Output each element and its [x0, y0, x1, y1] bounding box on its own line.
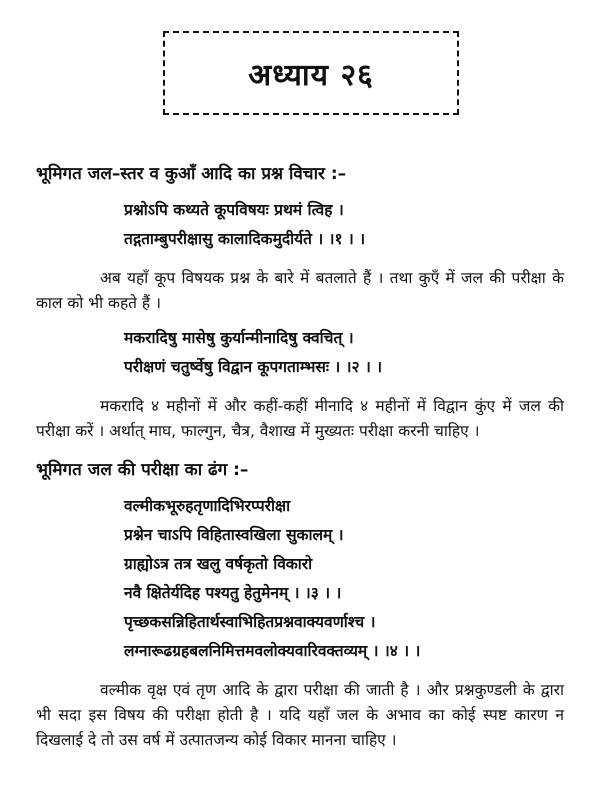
commentary-paragraph: मकरादि ४ महीनों में और कहीं-कहीं मीनादि ४ महीनों में विद्वान कुंए में जल की परीक्षा करें । अर्थात् माघ, फाल्गुन, चैत्र, वैशाख में मुख्यतः परीक्षा करनी चाहिए । [36, 397, 564, 440]
verse-line: नवै क्षितेर्यदिह पश्यतु हेतुमेनम् । ।३ । । [124, 584, 342, 602]
verse-line: प्रश्नेन चाऽपि विहितास्वखिला सुकालम् । [124, 526, 344, 544]
verse-line: मकरादिषु मासेषु कुर्यान्मीनादिषु क्वचित् । [124, 329, 354, 347]
verse-line: पृच्छकसन्निहितार्थस्वाभिहितप्रश्नवाक्यवर्णाश्च । [124, 613, 376, 631]
verse-line: लग्नारूढग्रहबलनिमित्तमवलोक्यवारिवक्तव्यम् । ।४ । । [124, 642, 421, 660]
verse-line: ग्राह्योऽत्र तत्र खलु वर्षकृतो विकारो [124, 555, 313, 573]
verse-line: प्रश्नोऽपि कथ्यते कूपविषयः प्रथमं त्विह । [124, 201, 344, 219]
chapter-title-box [163, 31, 459, 115]
chapter-title: अध्याय २६ [248, 57, 374, 93]
verse-line: परीक्षणं चतुर्ष्वेषु विद्वान कूपगताम्भसः । ।२ । । [124, 358, 383, 376]
verse-line: तद्गताम्बुपरीक्षासु कालादिकमुदीर्यते । ।१ । । [124, 230, 366, 248]
commentary-paragraph: वल्मीक वृक्ष एवं तृण आदि के द्वारा परीक्षा की जाती है । और प्रश्नकुण्डली के द्वारा भी सदा इस विषय की परीक्षा होती है । यदि यहाँ जल के अभाव का कोई स्पष्ट कारण न दिखलाई दे तो उस वर्ष में उत्पातजन्य कोई विकार मानना चाहिए । [36, 681, 564, 749]
verse-line: वल्मीकभूरुहतृणादिभिरप्परीक्षा [124, 497, 291, 515]
commentary-paragraph: अब यहाँ कूप विषयक प्रश्न के बारे में बतलाते हैं । तथा कुएँ में जल की परीक्षा के काल को भी कहते हैं । [36, 269, 564, 312]
page-content [36, 160, 564, 753]
section-heading: भूमिगत जल की परीक्षा का ढंग :– [36, 460, 249, 480]
section-heading: भूमिगत जल–स्तर व कुआँ आदि का प्रश्न विचार :– [36, 164, 347, 184]
